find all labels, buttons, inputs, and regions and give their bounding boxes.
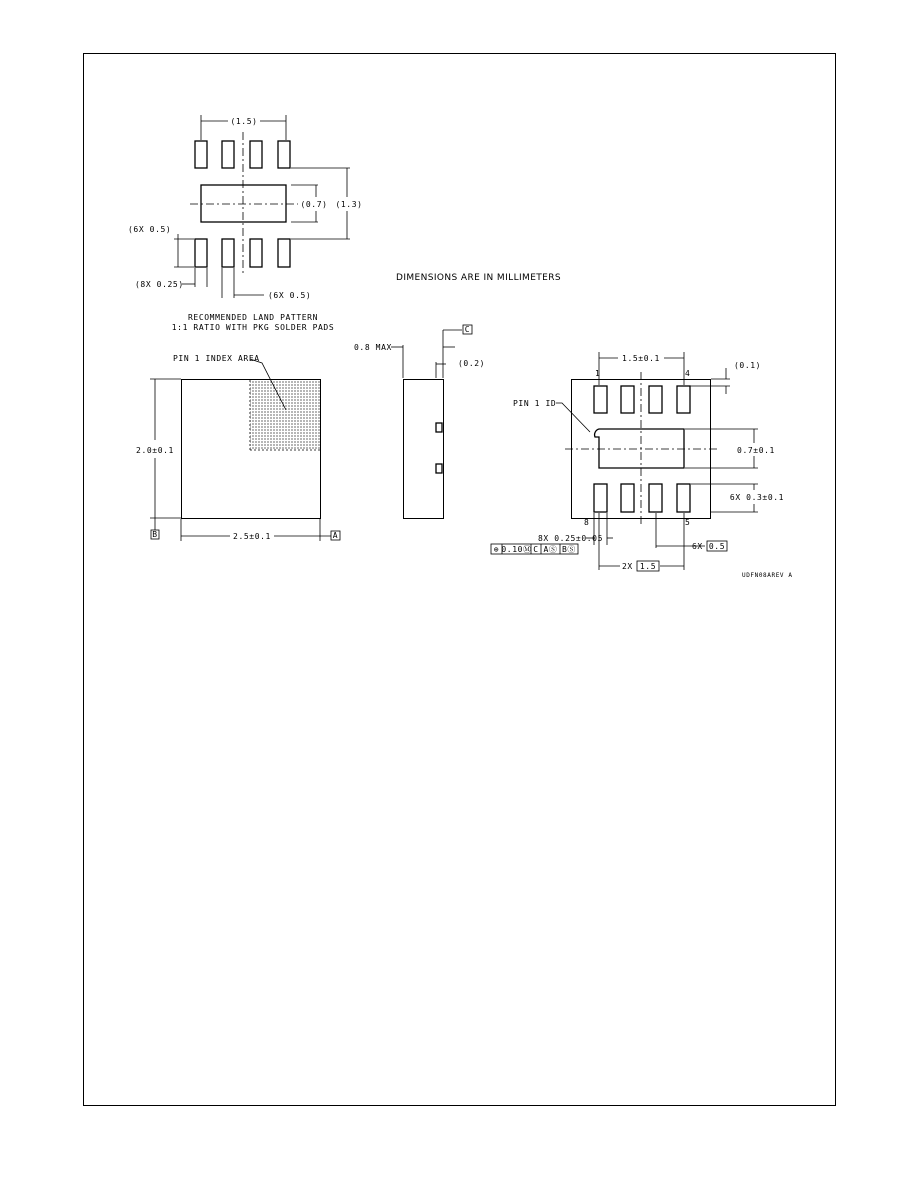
land-pattern-view: [128, 115, 363, 332]
land-pitch-dim: (6X 0.5): [268, 291, 312, 300]
bottom-pad: [649, 386, 662, 413]
fcf-tolerance: 0.10Ⓜ: [501, 545, 532, 554]
feature-control-frame: [491, 544, 578, 554]
drawing-id: UDFN08AREV A: [742, 572, 793, 579]
bottom-pad: [649, 484, 662, 512]
datum-a: A: [332, 531, 339, 540]
side-standoff-dim: (0.2): [458, 359, 486, 368]
land-pad: [195, 141, 207, 168]
pin-4-label: 4: [685, 369, 691, 378]
fcf-datum-b: BⓈ: [561, 545, 577, 554]
bottom-pad: [677, 386, 690, 413]
pin-1-label: 1: [595, 369, 601, 378]
pin1-index-label: PIN 1 INDEX AREA: [173, 354, 260, 363]
fcf-datum-a: AⓈ: [543, 545, 558, 554]
land-pattern-subtitle: 1:1 RATIO WITH PKG SOLDER PADS: [171, 323, 335, 332]
land-pad: [250, 239, 262, 267]
bottom-pad: [621, 386, 634, 413]
page-border: [84, 54, 836, 1106]
land-pad: [222, 141, 234, 168]
exposed-pad: [595, 429, 684, 468]
bottom-pad: [621, 484, 634, 512]
top-view: [136, 354, 340, 541]
land-pad: [278, 141, 290, 168]
bottom-pad: [594, 484, 607, 512]
units-note: DIMENSIONS ARE IN MILLIMETERS: [396, 273, 562, 283]
side-body: [404, 380, 444, 519]
bottom-2x-dim: 1.5: [639, 562, 657, 571]
pin1-index-area: [250, 380, 320, 450]
bottom-2x-prefix: 2X: [622, 562, 633, 571]
land-inner-dim: (0.7): [300, 200, 328, 209]
datum-b: B: [152, 530, 158, 539]
bottom-view: [491, 352, 784, 571]
land-pad: [278, 239, 290, 267]
pin-8-label: 8: [584, 518, 590, 527]
bottom-tab-dim: (0.1): [734, 361, 762, 370]
land-pattern-title: RECOMMENDED LAND PATTERN: [188, 313, 318, 322]
lead-width-dim: 8X 0.25±0.05: [538, 534, 603, 543]
bottom-pad: [677, 484, 690, 512]
pin-5-label: 5: [685, 518, 691, 527]
bottom-pitch-prefix: 6X: [692, 542, 703, 551]
side-lead: [436, 464, 442, 473]
land-center-pad: [201, 185, 286, 222]
bottom-pad-len-dim: 6X 0.3±0.1: [729, 493, 785, 502]
datum-c: C: [464, 325, 471, 334]
land-pad: [222, 239, 234, 267]
land-pad: [250, 141, 262, 168]
pin1-id-label: PIN 1 ID: [513, 399, 557, 408]
land-width-dim: (1.5): [230, 117, 258, 126]
side-thickness-dim: 0.8 MAX: [354, 343, 392, 352]
bottom-pad-height-dim: 0.7±0.1: [737, 446, 775, 455]
bottom-span-dim: 1.5±0.1: [622, 354, 660, 363]
land-pad-len-dim: (6X 0.5): [128, 225, 172, 234]
position-symbol: ⊕: [493, 545, 500, 554]
land-outer-dim: (1.3): [335, 200, 363, 209]
land-pad: [195, 239, 207, 267]
side-lead: [436, 423, 442, 432]
fcf-datum-c: C: [533, 545, 539, 554]
side-view: [354, 325, 485, 519]
top-height-dim: 2.0±0.1: [136, 446, 174, 455]
top-width-dim: 2.5±0.1: [233, 532, 271, 541]
land-pad-width-dim: (8X 0.25): [135, 280, 184, 289]
bottom-pitch-dim: 0.5: [708, 542, 726, 551]
bottom-pad: [594, 386, 607, 413]
